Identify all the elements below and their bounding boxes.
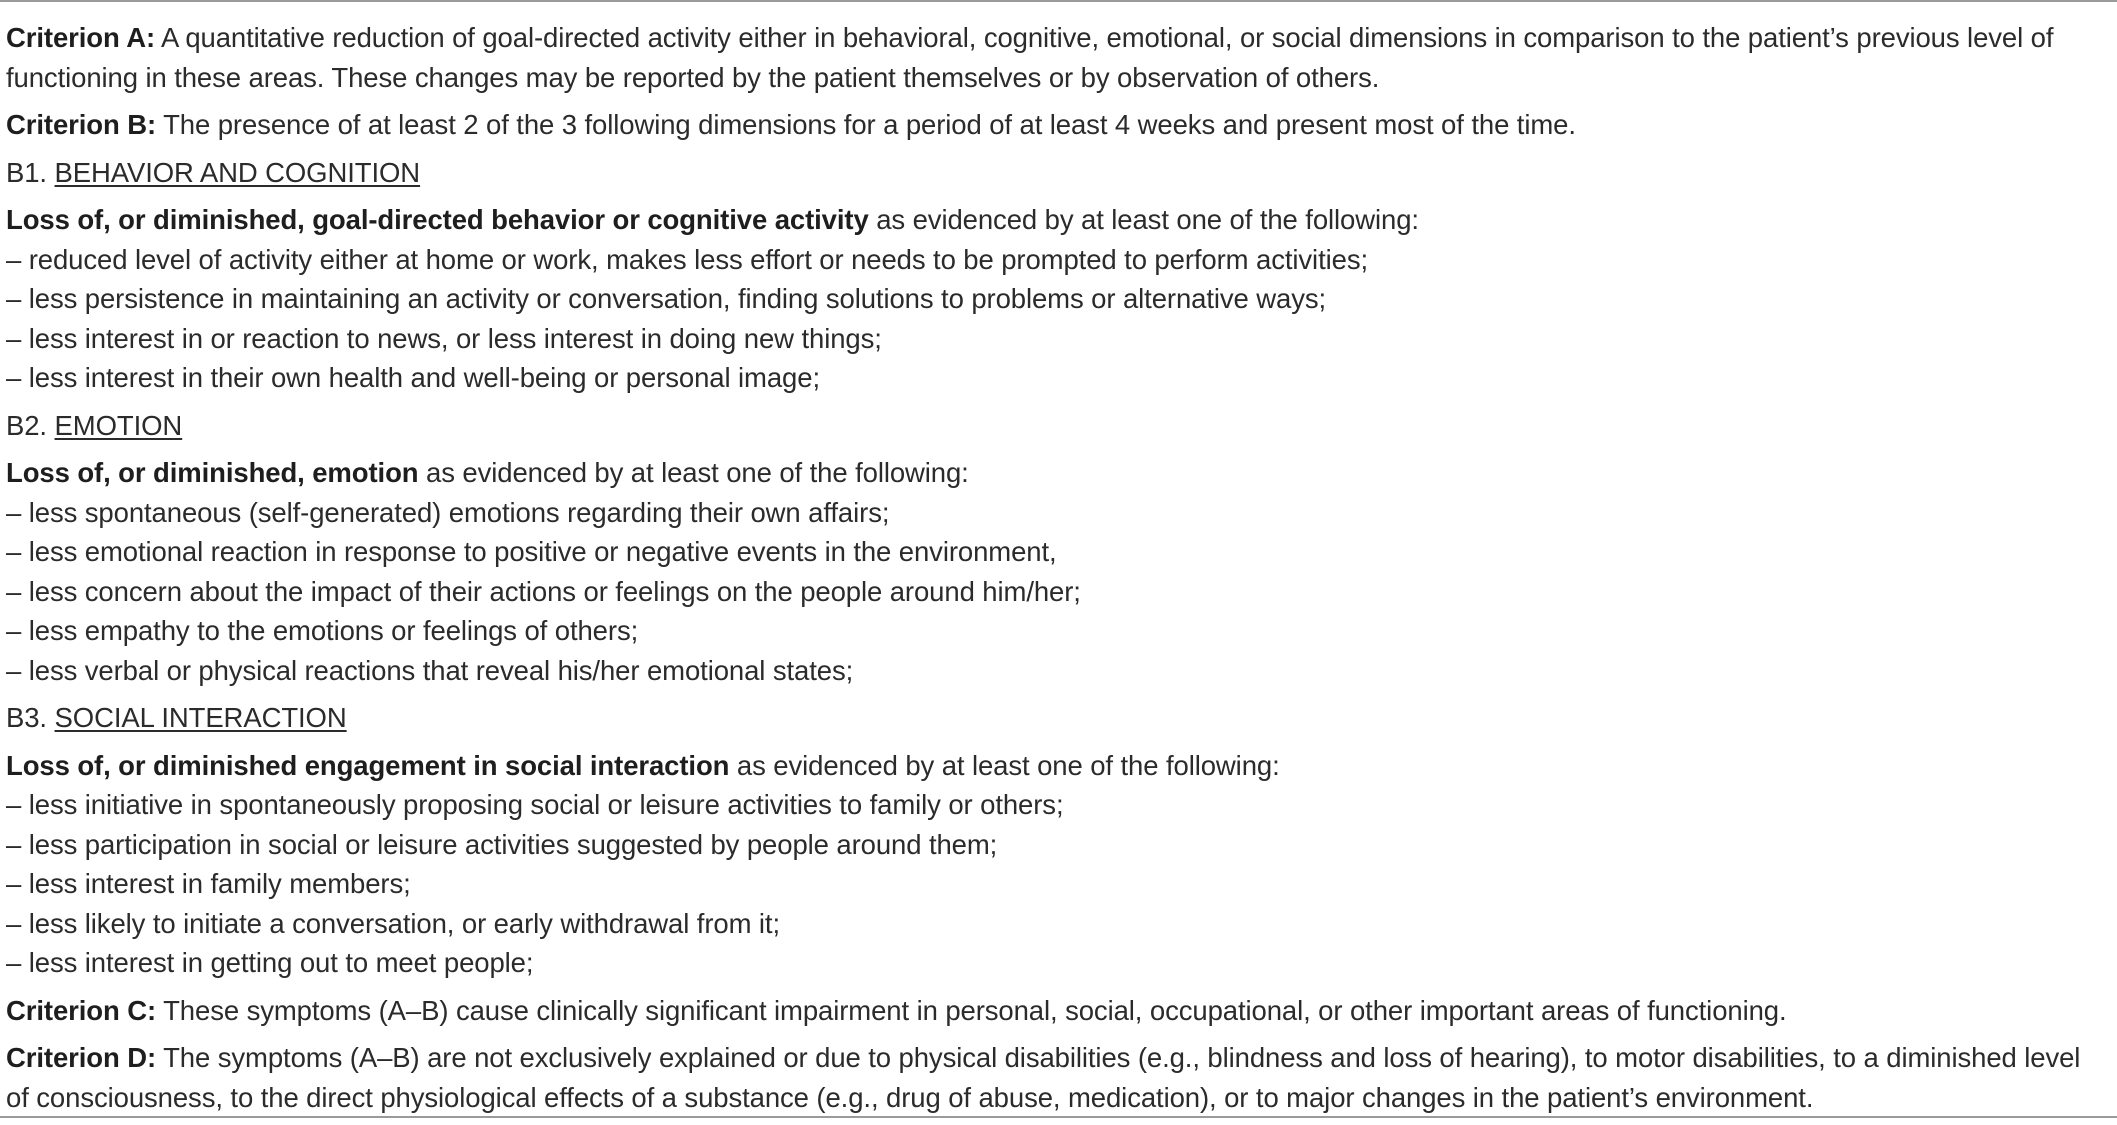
section-b3-intro-bold: Loss of, or diminished engagement in social interaction <box>6 749 730 781</box>
section-b1-name: BEHAVIOR AND COGNITION <box>54 156 421 188</box>
list-item: – less interest in getting out to meet people; <box>6 947 534 978</box>
criterion-c-lead: Criterion C: <box>6 994 157 1026</box>
section-b3-name: SOCIAL INTERACTION <box>54 702 347 733</box>
section-b2-intro <box>6 453 2110 493</box>
list-item: – less empathy to the emotions or feelings of others; <box>6 615 639 646</box>
list-item: – less spontaneous (self-generated) emotions regarding their own affairs; <box>6 496 890 528</box>
list-item: – less initiative in spontaneously proposing social or leisure activities to family or others; <box>6 789 1064 820</box>
section-b1 <box>6 153 2110 398</box>
list-item: – less concern about the impact of their actions or feelings on the people around him/her; <box>6 575 1081 607</box>
table-top-rule <box>0 0 2117 2</box>
section-b2 <box>6 406 2110 691</box>
criterion-a <box>6 18 2110 97</box>
section-b3 <box>6 698 2110 983</box>
section-b2-intro-rest: as evidenced by at least one of the following: <box>418 457 969 488</box>
section-b1-heading <box>6 153 2110 193</box>
criterion-a-lead: Criterion A: <box>6 22 156 53</box>
table-bottom-rule <box>0 1116 2117 1118</box>
criterion-d-lead: Criterion D: <box>6 1042 157 1073</box>
criterion-a-text: A quantitative reduction of goal-directed activity either in behavioral, cognitive, emotional, or social dimensions in comparison to the patient’s previous level of functioning in these areas. These changes may be reported by the patient themselves or by observation of others. <box>6 22 2054 93</box>
criterion-c-text: These symptoms (A–B) cause clinically significant impairment in personal, social, occupational, or other important areas of functioning. <box>156 994 1787 1026</box>
section-b1-intro-rest: as evidenced by at least one of the following: <box>868 204 1419 235</box>
list-item: – less interest in or reaction to news, or less interest in doing new things; <box>6 322 882 354</box>
section-b1-intro-bold: Loss of, or diminished, goal-directed behavior or cognitive activity <box>6 204 869 235</box>
section-b3-prefix: B3. <box>6 702 55 733</box>
section-b2-intro-bold: Loss of, or diminished, emotion <box>6 457 419 488</box>
list-item: – less persistence in maintaining an activity or conversation, finding solutions to problems or alternative ways; <box>6 283 1327 314</box>
section-b3-intro <box>6 746 2110 786</box>
list-item: – less participation in social or leisure activities suggested by people around them; <box>6 828 998 860</box>
section-b1-list <box>6 240 2110 398</box>
section-b3-heading <box>6 698 2110 738</box>
section-b2-name: EMOTION <box>54 409 183 441</box>
list-item: – less likely to initiate a conversation, or early withdrawal from it; <box>6 907 781 939</box>
criterion-d-text: The symptoms (A–B) are not exclusively explained or due to physical disabilities (e.g., blindness and loss of hearing), to motor disabilities, to a diminished level of consciousness, to the direct physiological effects of a substance (e.g., drug of abuse, medication), or to major changes in the patient’s environment. <box>6 1042 2081 1113</box>
section-b2-list <box>6 493 2110 691</box>
criterion-c <box>6 991 2110 1031</box>
section-b3-intro-rest: as evidenced by at least one of the following: <box>729 749 1280 781</box>
section-b2-prefix: B2. <box>6 409 55 441</box>
list-item: – reduced level of activity either at home or work, makes less effort or needs to be prompted to perform activities; <box>6 243 1369 275</box>
criterion-b-text: The presence of at least 2 of the 3 following dimensions for a period of at least 4 weeks and present most of the time. <box>156 109 1576 140</box>
list-item: – less verbal or physical reactions that reveal his/her emotional states; <box>6 654 854 686</box>
list-item: – less interest in family members; <box>6 868 411 899</box>
criterion-b <box>6 105 2110 145</box>
criteria-table <box>6 18 2110 1125</box>
list-item: – less emotional reaction in response to positive or negative events in the environment, <box>6 536 1057 567</box>
section-b2-heading <box>6 406 2110 446</box>
section-b1-intro <box>6 200 2110 240</box>
section-b3-list <box>6 785 2110 983</box>
section-b1-prefix: B1. <box>6 156 55 188</box>
criterion-d <box>6 1038 2110 1117</box>
criterion-b-lead: Criterion B: <box>6 109 157 140</box>
list-item: – less interest in their own health and well-being or personal image; <box>6 362 820 393</box>
